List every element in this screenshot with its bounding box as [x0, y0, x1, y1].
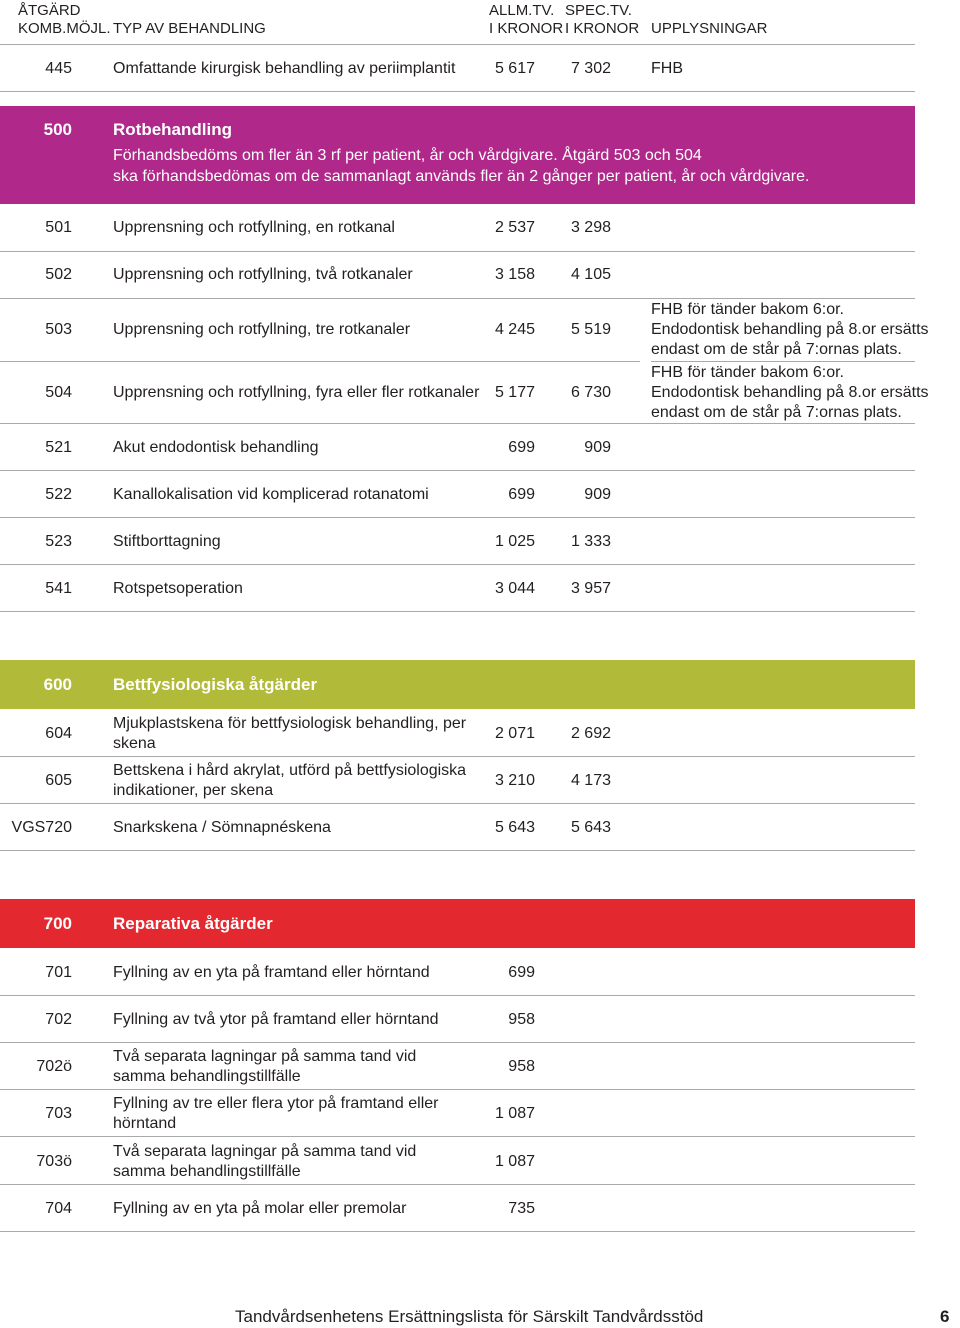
row-allm-price: 699	[508, 439, 535, 456]
row-allm-price: 699	[508, 964, 535, 981]
row-divider	[0, 1184, 915, 1185]
row-allm-price: 1 087	[494, 1153, 535, 1170]
row-description: Fyllning av tre eller flera ytor på framtand eller hörntand	[113, 1095, 439, 1132]
section-500-band	[0, 106, 915, 204]
row-allm-price: 4 245	[494, 321, 535, 338]
section-700-code: 700	[43, 914, 72, 933]
row-spec-price: 1 333	[570, 533, 611, 550]
row-allm-price: 958	[508, 1058, 535, 1075]
header-info: UPPLYSNINGAR	[651, 20, 768, 37]
row-allm-price: 699	[508, 486, 535, 503]
row-divider	[0, 564, 915, 565]
page-number: 6	[940, 1307, 950, 1326]
row-code: 702ö	[36, 1058, 72, 1075]
row-divider	[0, 611, 915, 612]
row-spec-price: 7 302	[570, 60, 611, 77]
row-allm-price: 1 087	[494, 1105, 535, 1122]
row-description: Två separata lagningar på samma tand vid samma behandlingstillfälle	[113, 1048, 417, 1085]
row-spec-price: 3 957	[570, 580, 611, 597]
row-description: Fyllning av två ytor på framtand eller hörntand	[113, 1011, 439, 1028]
row-spec-price: 4 173	[570, 772, 611, 789]
row-spec-price: 6 730	[570, 384, 611, 401]
row-code: 504	[45, 384, 72, 401]
row-allm-price: 5 617	[494, 60, 535, 77]
row-code: VGS720	[11, 819, 72, 836]
header-type: TYP AV BEHANDLING	[113, 20, 266, 37]
row-divider	[0, 1231, 915, 1232]
section-600-code: 600	[43, 675, 72, 694]
row-description: Upprensning och rotfyllning, fyra eller fler rotkanaler	[113, 384, 480, 401]
row-description: Akut endodontisk behandling	[113, 439, 319, 456]
header-divider	[0, 44, 915, 45]
row-description: Omfattande kirurgisk behandling av periimplantit	[113, 60, 456, 77]
row-info: FHB	[651, 60, 683, 77]
row-divider	[0, 995, 915, 996]
row-allm-price: 3 158	[494, 266, 535, 283]
row-code: 703	[45, 1105, 72, 1122]
row-code: 523	[45, 533, 72, 550]
row-description: Stiftborttagning	[113, 533, 221, 550]
row-description: Snarkskena / Sömnapnéskena	[113, 819, 331, 836]
row-divider	[0, 1136, 915, 1137]
row-spec-price: 5 643	[570, 819, 611, 836]
row-divider	[0, 1042, 915, 1043]
row-divider	[0, 803, 915, 804]
row-allm-price: 5 177	[494, 384, 535, 401]
row-divider	[0, 756, 915, 757]
row-spec-price: 4 105	[570, 266, 611, 283]
info-503-line1: FHB för tänder bakom 6:or.	[651, 301, 844, 318]
section-500-note-line2: ska förhandsbedömas om de sammanlagt används fler än 2 gånger per patient, år och vårdgivare.	[113, 168, 810, 185]
info-504-line2: Endodontisk behandling på 8.or ersätts	[651, 384, 929, 401]
header-spec-line1: SPEC.TV.	[565, 2, 632, 19]
row-description: Rotspetsoperation	[113, 580, 243, 597]
row-description: Bettskena i hård akrylat, utförd på bettfysiologiska indikationer, per skena	[113, 762, 467, 799]
row-description: Upprensning och rotfyllning, en rotkanal	[113, 219, 395, 236]
row-code: 502	[45, 266, 72, 283]
header-code-line2: KOMB.MÖJL.	[18, 20, 111, 37]
row-spec-price: 3 298	[570, 219, 611, 236]
row-code: 503	[45, 321, 72, 338]
row-description: Fyllning av en yta på framtand eller hörntand	[113, 964, 430, 981]
info-504-line1: FHB för tänder bakom 6:or.	[651, 364, 844, 381]
row-divider	[0, 251, 915, 252]
row-divider	[0, 517, 915, 518]
row-spec-price: 909	[584, 486, 611, 503]
section-600-title: Bettfysiologiska åtgärder	[113, 675, 318, 694]
row-divider	[0, 91, 915, 92]
row-spec-price: 5 519	[570, 321, 611, 338]
header-allm-line1: ALLM.TV.	[489, 2, 555, 19]
row-spec-price: 909	[584, 439, 611, 456]
header-spec-line2: I KRONOR	[565, 20, 640, 37]
row-code: 445	[45, 60, 72, 77]
row-code: 501	[45, 219, 72, 236]
row-code: 701	[45, 964, 72, 981]
row-divider	[0, 470, 915, 471]
row-description: Fyllning av en yta på molar eller premolar	[113, 1200, 407, 1217]
section-700-band	[0, 899, 915, 948]
row-code: 541	[45, 580, 72, 597]
section-500-title: Rotbehandling	[113, 120, 232, 139]
row-code: 702	[45, 1011, 72, 1028]
info-503-line3: endast om de står på 7:ornas plats.	[651, 341, 902, 358]
row-divider	[0, 298, 915, 299]
row-allm-price: 2 071	[494, 725, 535, 742]
row-code: 521	[45, 439, 72, 456]
row-allm-price: 5 643	[494, 819, 535, 836]
section-600-band	[0, 660, 915, 709]
info-divider	[651, 361, 915, 362]
row-code: 605	[45, 772, 72, 789]
info-503-line2: Endodontisk behandling på 8.or ersätts	[651, 321, 929, 338]
row-divider	[0, 423, 915, 424]
section-500-code: 500	[43, 120, 72, 139]
row-divider	[0, 850, 915, 851]
row-code: 604	[45, 725, 72, 742]
row-allm-price: 2 537	[494, 219, 535, 236]
row-description: Upprensning och rotfyllning, tre rotkanaler	[113, 321, 411, 338]
row-code: 704	[45, 1200, 72, 1217]
row-description: Mjukplastskena för bettfysiologisk behandling, per skena	[113, 715, 467, 752]
row-spec-price: 2 692	[570, 725, 611, 742]
footer-title: Tandvårdsenhetens Ersättningslista för Särskilt Tandvårdsstöd	[235, 1307, 704, 1326]
header-code-line1: ÅTGÄRD	[18, 2, 81, 19]
row-allm-price: 735	[508, 1200, 535, 1217]
row-description: Två separata lagningar på samma tand vid samma behandlingstillfälle	[113, 1143, 417, 1180]
row-divider	[0, 361, 640, 362]
row-allm-price: 1 025	[494, 533, 535, 550]
row-description: Upprensning och rotfyllning, två rotkanaler	[113, 266, 413, 283]
row-description: Kanallokalisation vid komplicerad rotanatomi	[113, 486, 429, 503]
header-allm-line2: I KRONOR	[489, 20, 564, 37]
row-allm-price: 958	[508, 1011, 535, 1028]
section-500-note-line1: Förhandsbedöms om fler än 3 rf per patient, år och vårdgivare. Åtgärd 503 och 504	[113, 147, 702, 164]
row-allm-price: 3 210	[494, 772, 535, 789]
info-504-line3: endast om de står på 7:ornas plats.	[651, 404, 902, 421]
section-700-title: Reparativa åtgärder	[113, 914, 273, 933]
row-allm-price: 3 044	[494, 580, 535, 597]
row-code: 703ö	[36, 1153, 72, 1170]
row-code: 522	[45, 486, 72, 503]
row-divider	[0, 1089, 915, 1090]
